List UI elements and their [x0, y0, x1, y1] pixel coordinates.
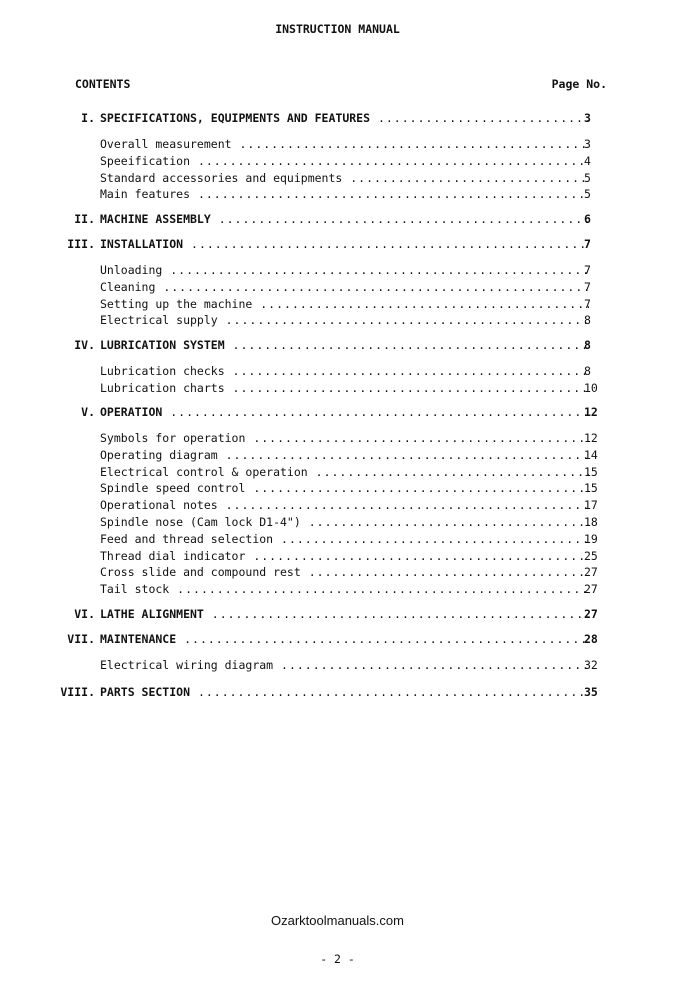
- item-page-number: 7: [584, 279, 591, 294]
- section-numeral: III.: [67, 237, 95, 251]
- page-title: INSTRUCTION MANUAL: [275, 22, 400, 36]
- item-title: Tail stock .....: [100, 581, 589, 597]
- item-title: Electrical supply .....: [100, 312, 589, 328]
- section-numeral: VI.: [74, 607, 95, 621]
- section-page-number: 27: [584, 607, 598, 621]
- item-title: Cross slide and compound rest .....: [100, 564, 589, 580]
- toc-item-row: [0, 548, 675, 564]
- toc-item-row: [0, 170, 675, 186]
- toc-item-row: [0, 447, 675, 463]
- toc-item-row: [0, 657, 675, 673]
- toc-item-row: [0, 430, 675, 446]
- item-page-number: 14: [584, 447, 598, 462]
- item-title: Speeification .....: [100, 153, 589, 169]
- item-title: Feed and thread selection .....: [100, 531, 589, 547]
- toc-item-row: [0, 136, 675, 152]
- section-page-number: 28: [584, 632, 598, 646]
- item-page-number: 19: [584, 531, 598, 546]
- section-title: PARTS SECTION .....: [100, 684, 589, 700]
- toc-item-row: [0, 581, 675, 597]
- toc-item-row: [0, 262, 675, 278]
- item-title: Standard accessories and equipments .....: [100, 170, 589, 186]
- section-title: LATHE ALIGNMENT .....: [100, 606, 589, 622]
- section-page-number: 3: [584, 111, 591, 125]
- item-title: Symbols for operation .....: [100, 430, 589, 446]
- toc-item-row: [0, 564, 675, 580]
- item-title: Setting up the machine .....: [100, 296, 589, 312]
- item-page-number: 7: [584, 296, 591, 311]
- item-page-number: 15: [584, 481, 598, 496]
- section-title: SPECIFICATIONS, EQUIPMENTS AND FEATURES .....: [100, 110, 589, 126]
- toc-section-row: [0, 110, 675, 126]
- toc-section-row: [0, 236, 675, 252]
- item-title: Operating diagram .....: [100, 447, 589, 463]
- toc-item-row: [0, 186, 675, 202]
- toc-item-row: [0, 312, 675, 328]
- section-page-number: 8: [584, 338, 591, 352]
- item-page-number: 18: [584, 515, 598, 529]
- item-page-number: 7: [584, 263, 591, 277]
- toc-section-row: [0, 404, 675, 420]
- toc-item-row: [0, 279, 675, 295]
- section-numeral: IV.: [74, 338, 95, 352]
- section-title: LUBRICATION SYSTEM .....: [100, 337, 589, 353]
- section-page-number: 7: [584, 237, 591, 251]
- item-page-number: 15: [584, 464, 598, 479]
- item-page-number: 27: [584, 582, 598, 597]
- toc-item-row: [0, 296, 675, 312]
- item-title: Lubrication charts .....: [100, 380, 589, 396]
- section-page-number: 12: [584, 405, 598, 419]
- contents-heading: CONTENTS: [75, 77, 131, 91]
- page-number-heading: Page No.: [551, 77, 607, 91]
- toc-item-row: [0, 153, 675, 169]
- section-numeral: VII.: [67, 632, 95, 646]
- toc-item-row: [0, 464, 675, 480]
- footer-website: Ozarktoolmanuals.com: [271, 913, 404, 928]
- item-title: Overall measurement .....: [100, 136, 589, 152]
- toc-section-row: [0, 684, 675, 700]
- section-title: MAINTENANCE .....: [100, 631, 589, 647]
- item-page-number: 8: [584, 364, 591, 378]
- item-title: Electrical control & operation .....: [100, 464, 589, 480]
- section-numeral: VIII.: [60, 685, 95, 699]
- section-numeral: V.: [81, 405, 95, 419]
- item-title: Main features .....: [100, 186, 589, 202]
- toc-section-row: [0, 337, 675, 353]
- footer-page-number: - 2 -: [320, 952, 355, 966]
- item-title: Lubrication checks .....: [100, 363, 589, 379]
- item-page-number: 17: [584, 498, 598, 513]
- toc-section-row: [0, 606, 675, 622]
- section-numeral: II.: [74, 212, 95, 226]
- section-numeral: I.: [81, 111, 95, 125]
- item-title: Operational notes .....: [100, 497, 589, 513]
- section-title: INSTALLATION .....: [100, 236, 589, 252]
- item-title: Spindle speed control .....: [100, 480, 589, 496]
- toc-item-row: [0, 363, 675, 379]
- item-page-number: 5: [584, 187, 591, 202]
- section-title: MACHINE ASSEMBLY .....: [100, 211, 589, 227]
- toc-item-row: [0, 531, 675, 547]
- section-page-number: 35: [584, 685, 598, 699]
- item-page-number: 5: [584, 170, 591, 185]
- item-page-number: 4: [584, 153, 591, 168]
- toc-item-row: [0, 514, 675, 530]
- toc-item-row: [0, 480, 675, 496]
- item-page-number: 3: [584, 137, 591, 151]
- item-title: Cleaning .....: [100, 279, 589, 295]
- item-page-number: 32: [584, 658, 598, 672]
- section-page-number: 6: [584, 212, 591, 226]
- item-title: Unloading .....: [100, 262, 589, 278]
- item-page-number: 8: [584, 313, 591, 328]
- item-page-number: 10: [584, 380, 598, 395]
- toc-item-row: [0, 380, 675, 396]
- item-title: Electrical wiring diagram .....: [100, 657, 589, 673]
- item-page-number: 12: [584, 431, 598, 445]
- toc-section-row: [0, 631, 675, 647]
- section-title: OPERATION .....: [100, 404, 589, 420]
- item-title: Thread dial indicator .....: [100, 548, 589, 564]
- toc-section-row: [0, 211, 675, 227]
- item-page-number: 27: [584, 565, 598, 580]
- toc-item-row: [0, 497, 675, 513]
- item-page-number: 25: [584, 548, 598, 563]
- item-title: Spindle nose (Cam lock D1-4") .....: [100, 514, 589, 530]
